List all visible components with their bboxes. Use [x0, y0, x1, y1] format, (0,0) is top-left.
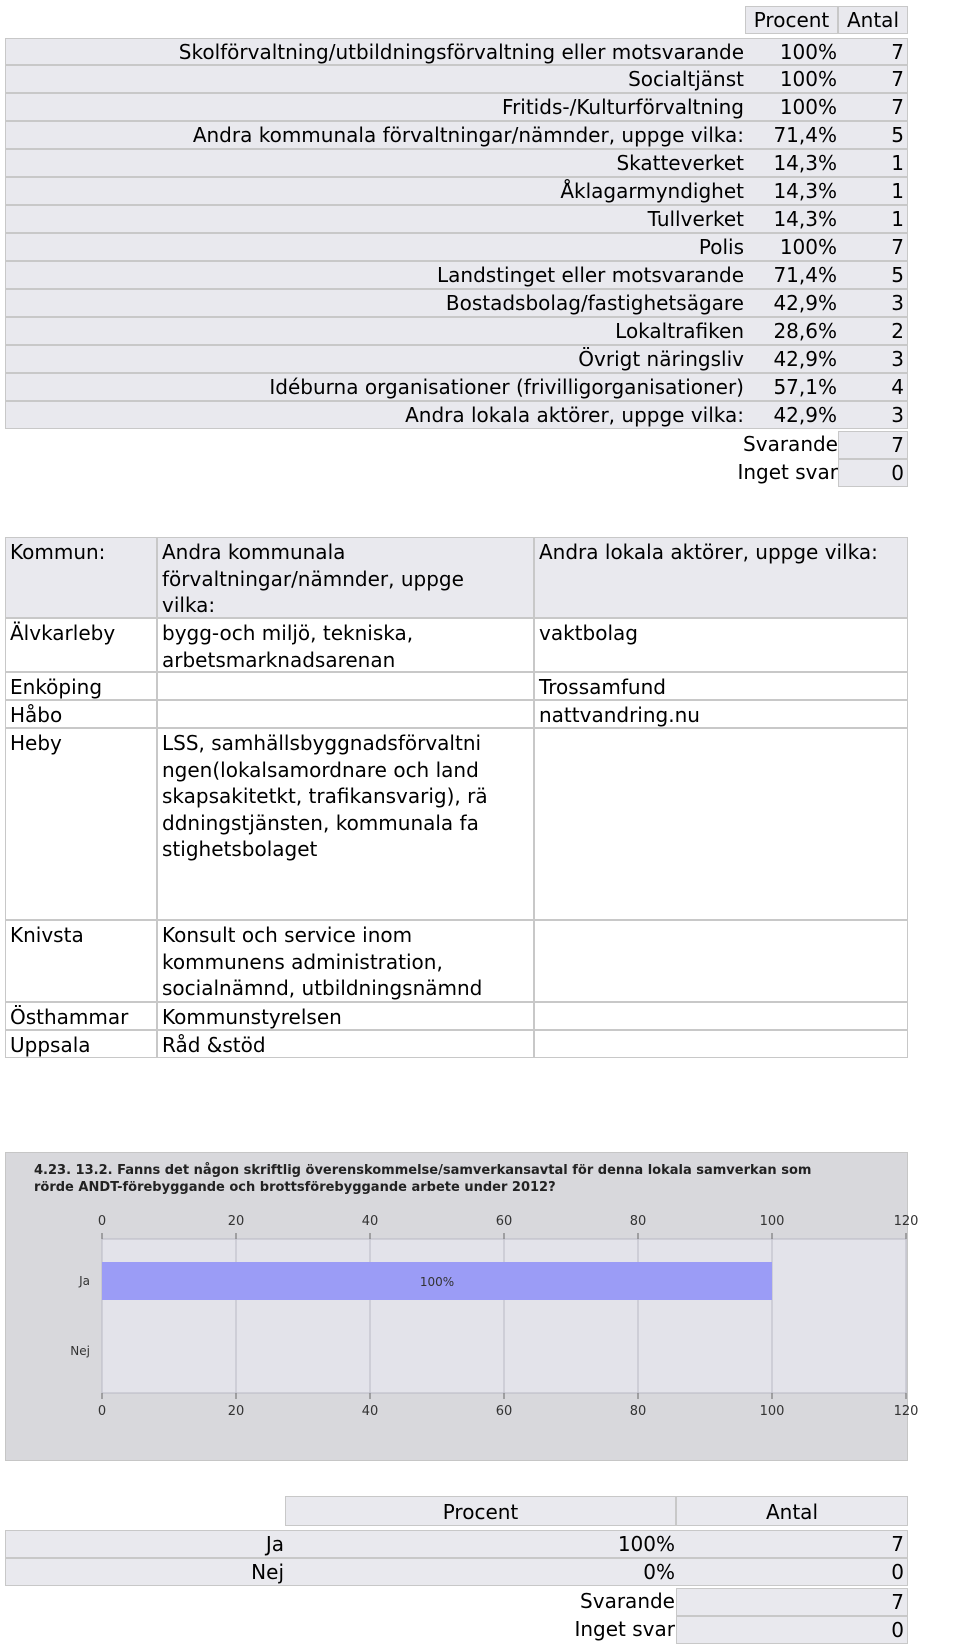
x-tick-label-bottom: 0	[97, 1404, 107, 1419]
andra-kommunala-cell	[157, 700, 534, 728]
andra-lokala-cell	[534, 728, 908, 920]
table-row	[5, 289, 908, 317]
table-row	[5, 345, 908, 373]
column-header-andra-kommunala: Andra kommunala förvaltningar/nämnder, uppge vilka:	[157, 537, 534, 618]
row-label: Ja	[265, 1532, 284, 1556]
column-header-procent: Procent	[745, 6, 838, 34]
row-antal: 4	[891, 375, 904, 399]
kommun-cell: Östhammar	[5, 1002, 157, 1030]
row-label: Bostadsbolag/fastighetsägare	[445, 291, 744, 315]
svarande-value: 7	[676, 1588, 908, 1616]
x-tick-label-bottom: 120	[893, 1404, 919, 1419]
x-tick-label-top: 0	[97, 1214, 107, 1229]
andra-lokala-cell	[534, 1002, 908, 1030]
kommun-cell: Uppsala	[5, 1030, 157, 1058]
row-label: Landstinget eller motsvarande	[437, 263, 744, 287]
row-procent: 14,3%	[773, 179, 837, 203]
column-header-andra-lokala: Andra lokala aktörer, uppge vilka:	[534, 537, 908, 618]
svarande-value: 7	[838, 431, 908, 459]
column-header-kommun: Kommun:	[5, 537, 157, 618]
andra-kommunala-cell	[157, 672, 534, 700]
row-procent: 0%	[643, 1560, 675, 1584]
row-antal: 3	[891, 403, 904, 427]
table-row	[5, 38, 908, 65]
andra-lokala-cell	[534, 920, 908, 1002]
svarande-label: Svarande	[743, 432, 838, 456]
y-category-label: Nej	[70, 1344, 90, 1358]
row-label: Idéburna organisationer (frivilligorganisationer)	[269, 375, 744, 399]
andra-kommunala-cell: Råd &stöd	[157, 1030, 534, 1058]
row-procent: 71,4%	[773, 263, 837, 287]
svarande-label: Svarande	[580, 1589, 675, 1613]
row-antal: 5	[891, 263, 904, 287]
kommun-cell: Heby	[5, 728, 157, 920]
andra-kommunala-cell: Kommunstyrelsen	[157, 1002, 534, 1030]
row-antal: 1	[891, 151, 904, 175]
row-label: Nej	[251, 1560, 284, 1584]
row-procent: 42,9%	[773, 347, 837, 371]
row-label: Skolförvaltning/utbildningsförvaltning eller motsvarande	[178, 40, 744, 64]
row-antal: 3	[891, 291, 904, 315]
x-tick-label-bottom: 40	[361, 1404, 379, 1419]
table-row	[5, 1558, 908, 1586]
andra-kommunala-cell: Konsult och service inom kommunens administration, socialnämnd, utbildningsnämnd	[157, 920, 534, 1002]
row-procent: 42,9%	[773, 291, 837, 315]
x-tick-label-bottom: 20	[227, 1404, 245, 1419]
x-tick-label-top: 120	[893, 1214, 919, 1229]
table-row	[5, 373, 908, 401]
row-antal: 7	[891, 67, 904, 91]
row-antal: 7	[891, 235, 904, 259]
andra-lokala-cell	[534, 1030, 908, 1058]
row-procent: 100%	[617, 1532, 675, 1556]
andra-kommunala-cell: bygg-och miljö, tekniska, arbetsmarknadsarenan	[157, 618, 534, 672]
inget-svar-value: 0	[676, 1616, 908, 1644]
kommun-cell: Enköping	[5, 672, 157, 700]
row-procent: 100%	[779, 235, 837, 259]
row-procent: 100%	[779, 95, 837, 119]
row-antal: 0	[891, 1560, 904, 1584]
bar-chart	[5, 1152, 919, 1461]
row-procent: 28,6%	[773, 319, 837, 343]
row-antal: 7	[891, 95, 904, 119]
row-label: Polis	[698, 235, 744, 259]
inget-svar-value: 0	[838, 459, 908, 487]
row-procent: 14,3%	[773, 151, 837, 175]
x-tick-label-top: 100	[759, 1214, 785, 1229]
row-antal: 1	[891, 207, 904, 231]
kommun-cell: Håbo	[5, 700, 157, 728]
x-tick-label-top: 80	[629, 1214, 647, 1229]
andra-lokala-cell: Trossamfund	[534, 672, 908, 700]
row-label: Övrigt näringsliv	[578, 347, 744, 371]
row-procent: 71,4%	[773, 123, 837, 147]
inget-svar-label: Inget svar	[737, 460, 838, 484]
table-row	[5, 121, 908, 149]
row-label: Skatteverket	[616, 151, 744, 175]
kommun-cell: Älvkarleby	[5, 618, 157, 672]
x-tick-label-bottom: 60	[495, 1404, 513, 1419]
column-header-procent: Procent	[285, 1496, 676, 1526]
table-row	[5, 401, 908, 429]
table-row	[5, 177, 908, 205]
column-header-antal: Antal	[838, 6, 908, 34]
row-procent: 100%	[779, 67, 837, 91]
andra-kommunala-cell: LSS, samhällsbyggnadsförvaltningen(lokalsamordnare och landskapsakitetkt, trafikansvarig), räddningstjänsten, kommunala fastighetsbolaget	[157, 728, 534, 920]
row-label: Lokaltrafiken	[615, 319, 744, 343]
row-procent: 100%	[779, 40, 837, 64]
row-label: Socialtjänst	[628, 67, 744, 91]
x-tick-label-top: 40	[361, 1214, 379, 1229]
inget-svar-label: Inget svar	[574, 1617, 675, 1641]
x-tick-label-bottom: 80	[629, 1404, 647, 1419]
chart-title-line-2: rörde ANDT-förebyggande och brottsförebyggande arbete under 2012?	[34, 1180, 556, 1195]
table-row	[5, 205, 908, 233]
table-row	[5, 317, 908, 345]
table-row	[5, 65, 908, 93]
row-label: Andra kommunala förvaltningar/nämnder, uppge vilka:	[192, 123, 744, 147]
row-label: Andra lokala aktörer, uppge vilka:	[405, 403, 744, 427]
x-tick-label-bottom: 100	[759, 1404, 785, 1419]
x-tick-label-top: 20	[227, 1214, 245, 1229]
row-label: Fritids-/Kulturförvaltning	[502, 95, 744, 119]
row-procent: 14,3%	[773, 207, 837, 231]
row-label: Åklagarmyndighet	[560, 179, 744, 203]
row-procent: 42,9%	[773, 403, 837, 427]
row-label: Tullverket	[647, 207, 744, 231]
andra-lokala-cell: nattvandring.nu	[534, 700, 908, 728]
chart-title-line-1: 4.23. 13.2. Fanns det någon skriftlig överenskommelse/samverkansavtal för denna lokala samverkan som	[34, 1163, 812, 1178]
row-antal: 7	[891, 40, 904, 64]
row-antal: 5	[891, 123, 904, 147]
row-antal: 7	[891, 1532, 904, 1556]
row-antal: 3	[891, 347, 904, 371]
y-category-label: Ja	[79, 1274, 90, 1288]
chart-svg	[6, 1153, 919, 1460]
x-tick-label-top: 60	[495, 1214, 513, 1229]
table-row	[5, 93, 908, 121]
andra-lokala-cell: vaktbolag	[534, 618, 908, 672]
table-row	[5, 149, 908, 177]
table-row	[5, 233, 908, 261]
table-row	[5, 1530, 908, 1558]
row-antal: 1	[891, 179, 904, 203]
row-antal: 2	[891, 319, 904, 343]
row-procent: 57,1%	[773, 375, 837, 399]
kommun-cell: Knivsta	[5, 920, 157, 1002]
table-row	[5, 261, 908, 289]
bar-data-label: 100%	[419, 1275, 455, 1289]
column-header-antal: Antal	[676, 1496, 908, 1526]
